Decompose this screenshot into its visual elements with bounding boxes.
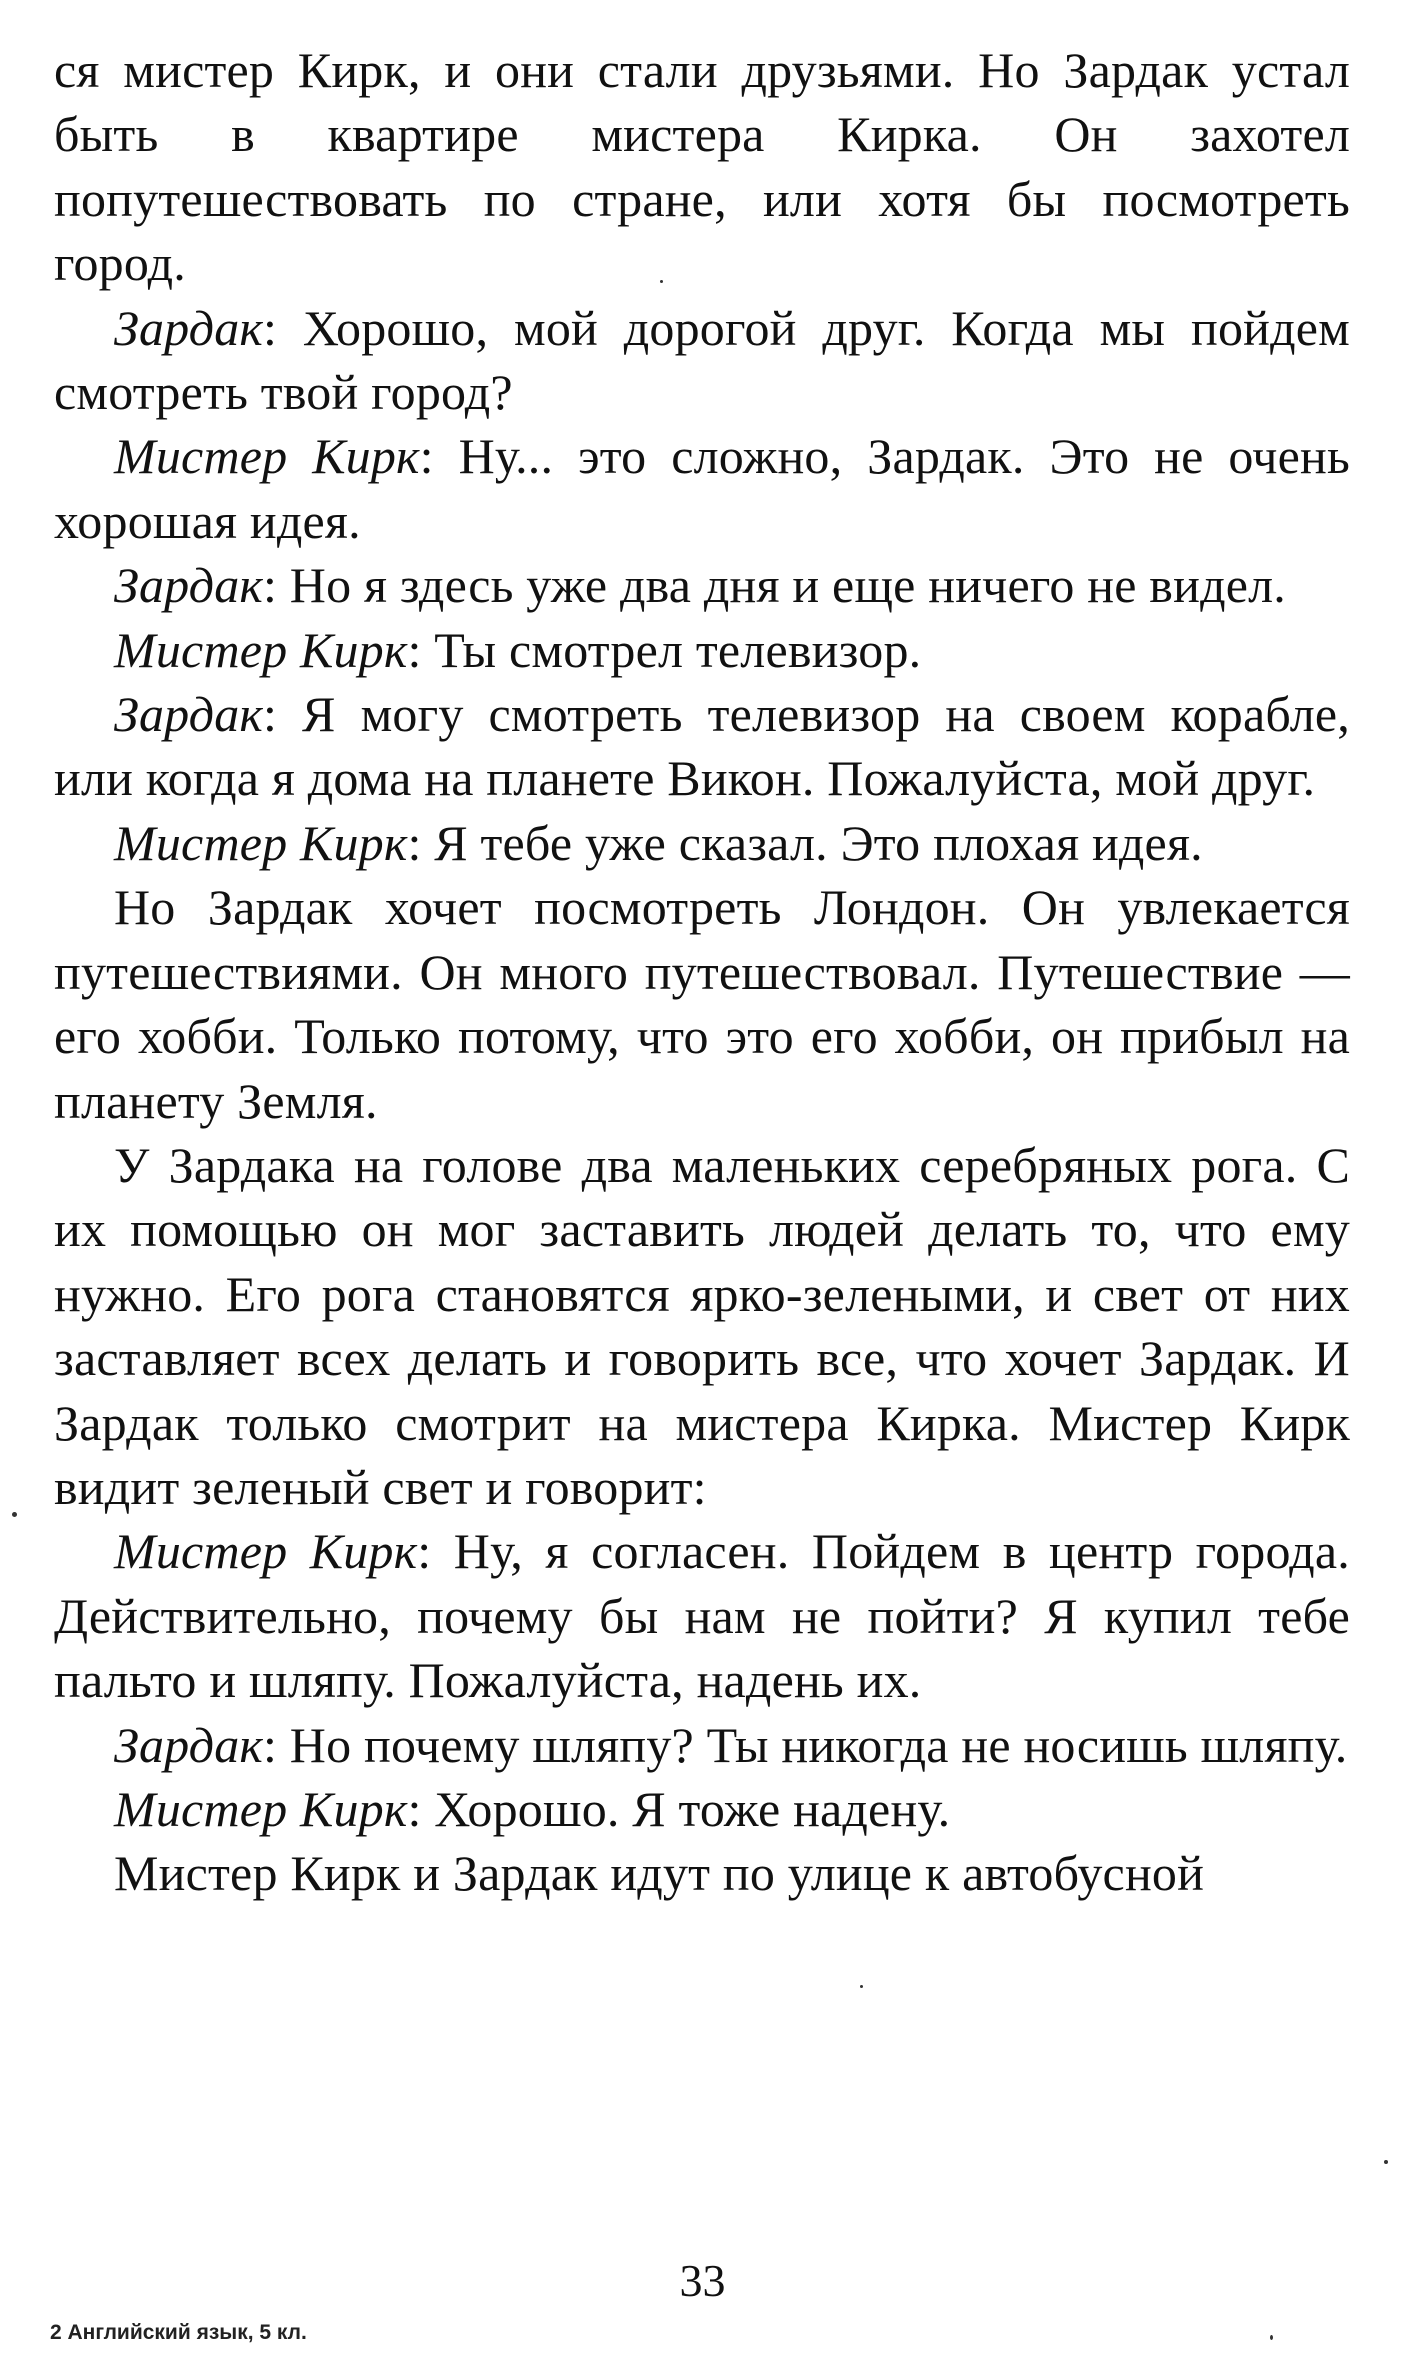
narration-paragraph [54,875,1350,1133]
dialogue-line-mister-kirk [54,618,1350,682]
paragraph-text: Но Зардак хочет посмотреть Лондон. Он увлекается путешествиями. Он много путешествовал. Путешествие — его хобби. Только потому, что это его хобби, он прибыл на планету Земля. [54,879,1350,1129]
dialogue-text: : Я тебе уже сказал. Это плохая идея. [407,814,1203,871]
page-number: 33 [679,2255,726,2306]
dialogue-line-zardak [54,553,1350,617]
speaker-name: Мистер Кирк [114,428,420,485]
dialogue-text: : Хорошо, мой дорогой друг. Когда мы пойдем смотреть твой город? [54,299,1350,421]
body-text [54,38,1350,1906]
dialogue-text: : Ты смотрел телевизор. [407,621,922,678]
narration-paragraph [54,1841,1350,1905]
scan-speck [660,280,663,283]
scan-speck [1384,2160,1388,2164]
speaker-name: Зардак [114,686,263,743]
scan-speck [1270,2335,1273,2340]
dialogue-text: : Я могу смотреть телевизор на своем корабле, или когда я дома на планете Викон. Пожалуйста, мой друг. [54,686,1350,807]
paragraph-text: ся мистер Кирк, и они стали друзьями. Но Зардак устал быть в квартире мистера Кирка. Он захотел попутешествовать по стране, или хотя бы посмотреть город. [54,42,1350,292]
speaker-name: Мистер Кирк [114,1780,408,1837]
speaker-name: Зардак [114,1716,263,1773]
dialogue-text: : Но почему шляпу? Ты никогда не носишь шляпу. [262,1716,1348,1773]
scan-speck [12,1512,17,1517]
speaker-name: Мистер Кирк [114,621,408,678]
narration-paragraph [54,1133,1350,1519]
dialogue-line-mister-kirk [54,811,1350,875]
scan-speck [860,1985,863,1988]
dialogue-text: : Но я здесь уже два дня и еще ничего не видел. [262,557,1286,614]
dialogue-text: : Ну, я согласен. Пойдем в центр города. Действительно, почему бы нам не пойти? Я купил тебе пальто и шляпу. Пожалуйста, надень их. [54,1523,1350,1709]
printer-signature: 2 Английский язык, 5 кл. [50,2321,307,2344]
paragraph-text: Мистер Кирк и Зардак идут по улице к автобусной [114,1845,1205,1902]
speaker-name: Зардак [114,299,263,356]
speaker-name: Зардак [114,557,263,614]
dialogue-text: : Ну... это сложно, Зардак. Это не очень хорошая идея. [54,428,1351,549]
dialogue-line-zardak [54,682,1350,811]
paragraph-text: У Зардака на голове два маленьких серебряных рога. С их помощью он мог заставить людей делать то, что ему нужно. Его рога становятся ярко-зелеными, и свет от них заставляет всех делать и говорить все, что хочет Зардак. И Зардак только смотрит на мистера Кирка. Мистер Кирк видит зеленый свет и говорит: [54,1136,1350,1515]
speaker-name: Мистер Кирк [114,1523,418,1580]
dialogue-line-mister-kirk [54,1777,1350,1841]
dialogue-line-mister-kirk [54,1519,1350,1712]
paragraph-1 [54,38,1350,296]
dialogue-line-zardak [54,296,1350,425]
dialogue-line-mister-kirk [54,424,1350,553]
dialogue-line-zardak [54,1713,1350,1777]
speaker-name: Мистер Кирк [114,814,408,871]
dialogue-text: : Хорошо. Я тоже надену. [407,1780,951,1837]
